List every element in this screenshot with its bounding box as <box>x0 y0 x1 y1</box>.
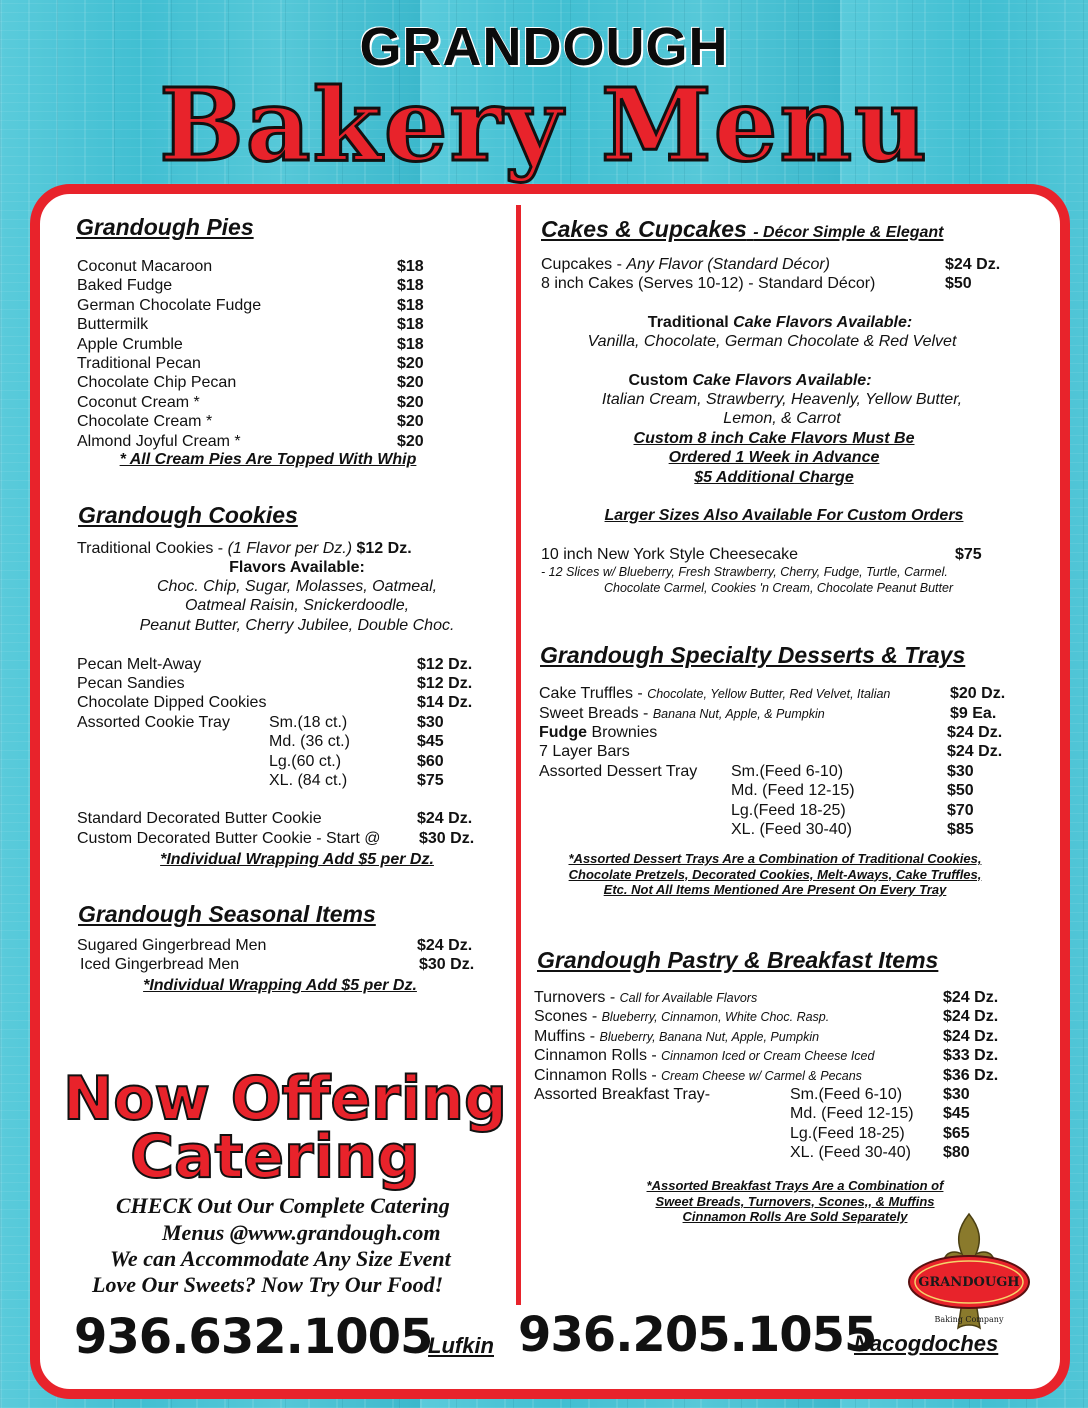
price: $24 Dz. <box>943 1008 999 1026</box>
price: $75 <box>955 546 982 563</box>
list-item: Muffins - Blueberry, Banana Nut, Apple, Pumpkin <box>534 1027 820 1045</box>
list-item: Coconut Cream * <box>77 393 200 411</box>
dessert-tray-name: Assorted Dessert Tray <box>539 763 698 780</box>
price: $30 <box>947 763 974 780</box>
list-item: Chocolate Cream * <box>77 413 213 431</box>
tray-size: Md. (Feed 12-15) <box>731 782 855 800</box>
pies-heading: Grandough Pies <box>76 214 254 240</box>
tray-size: Lg.(60 ct.) <box>269 752 342 770</box>
cookies-note: *Individual Wrapping Add $5 per Dz. <box>160 851 434 868</box>
catering-promo-3: We can Accommodate Any Size Event <box>110 1246 451 1271</box>
brand-name: GRANDOUGH <box>359 17 729 77</box>
price: $14 Dz. <box>417 694 473 711</box>
cookie-flavors-heading: Flavors Available: <box>229 559 365 576</box>
price: $85 <box>947 821 974 839</box>
price: $24 Dz. <box>947 724 1003 741</box>
list-item: German Chocolate Fudge <box>77 296 262 314</box>
custom-cake-notes: Custom 8 inch Cake Flavors Must Be Ordered 1 Week in Advance $5 Additional Charge <box>633 430 915 486</box>
list-item: Baked Fudge <box>77 277 173 295</box>
cheesecake-desc-1: - 12 Slices w/ Blueberry, Fresh Strawberry, Cherry, Fudge, Turtle, Carmel. <box>541 565 948 579</box>
price: $80 <box>943 1144 970 1162</box>
pastry-heading: Grandough Pastry & Breakfast Items <box>537 947 939 973</box>
price: $12 Dz. <box>417 656 473 673</box>
price: $24 Dz. <box>943 989 999 1006</box>
price: $65 <box>943 1124 970 1142</box>
tray-size: Sm.(Feed 6-10) <box>731 763 844 780</box>
breakfast-tray-name: Assorted Breakfast Tray- <box>534 1086 711 1103</box>
price: $24 Dz. <box>417 810 473 827</box>
cake8-item: 8 inch Cakes (Serves 10-12) - Standard Décor) <box>541 275 876 292</box>
tray-size: XL. (84 ct.) <box>269 772 348 790</box>
price: $50 <box>947 782 974 800</box>
list-item: Pecan Melt-Away <box>77 656 202 673</box>
price: $24 Dz. <box>945 256 1001 273</box>
price: $70 <box>947 801 974 819</box>
list-item: Custom Decorated Butter Cookie - Start @ <box>77 830 381 847</box>
catering-line-2: Catering <box>130 1122 420 1192</box>
price: $20 <box>397 413 424 431</box>
traditional-cake-flavors: Vanilla, Chocolate, German Chocolate & Red Velvet <box>587 333 957 350</box>
list-item: Fudge Brownies <box>539 724 658 741</box>
grandough-logo <box>906 1210 1032 1336</box>
price: $33 Dz. <box>943 1047 999 1065</box>
list-item: Sweet Breads - Banana Nut, Apple, & Pumpkin <box>539 705 825 722</box>
logo-subtext: Baking Company <box>934 1315 1004 1324</box>
price: $20 <box>397 374 424 392</box>
list-item: Almond Joyful Cream * <box>77 432 241 450</box>
pastry-note: *Assorted Breakfast Trays Are a Combination of Sweet Breads, Turnovers, Scones,, & Muffins Cinnamon Rolls Are Sold Separately <box>646 1178 944 1224</box>
custom-cake-heading: Custom Cake Flavors Available: <box>628 372 872 389</box>
traditional-cake-heading: Traditional Cake Flavors Available: <box>647 314 913 331</box>
cookies-heading: Grandough Cookies <box>78 502 298 528</box>
phone-nacogdoches[interactable]: 936.205.1055 <box>518 1307 877 1363</box>
list-item: Sugared Gingerbread Men <box>77 937 267 954</box>
price: $20 <box>397 355 424 372</box>
cupcakes-item: Cupcakes - Any Flavor (Standard Décor) <box>541 256 831 273</box>
catering-website[interactable]: Menus @www.grandough.com <box>162 1220 441 1245</box>
larger-sizes-note: Larger Sizes Also Available For Custom Orders <box>604 507 964 524</box>
tray-size: XL. (Feed 30-40) <box>731 821 852 839</box>
tray-size: Lg.(Feed 18-25) <box>731 801 846 819</box>
specialty-note: *Assorted Dessert Trays Are a Combination of Traditional Cookies, Chocolate Pretzels, Decorated Cookies, Melt-Aways, Cake Truffles, Etc. Not All Items Mentioned Are Present On Every Tray <box>568 851 982 897</box>
price: $36 Dz. <box>943 1066 999 1084</box>
price: $9 Ea. <box>950 705 997 722</box>
specialty-heading: Grandough Specialty Desserts & Trays <box>540 642 966 668</box>
list-item: Cinnamon Rolls - Cinnamon Iced or Cream Cheese Iced <box>534 1047 875 1065</box>
price: $45 <box>943 1105 970 1123</box>
price: $18 <box>397 316 424 334</box>
tray-size: Md. (36 ct.) <box>269 733 350 751</box>
list-item: Coconut Macaroon <box>77 258 213 275</box>
price: $75 <box>417 772 444 790</box>
price: $30 Dz. <box>419 956 475 973</box>
cookie-flavors: Choc. Chip, Sugar, Molasses, Oatmeal, Oatmeal Raisin, Snickerdoodle, Peanut Butter, Cherry Jubilee, Double Choc. <box>139 578 455 634</box>
price: $30 Dz. <box>419 830 475 847</box>
tray-size: Lg.(Feed 18-25) <box>790 1124 905 1142</box>
price: $24 Dz. <box>947 743 1003 760</box>
catering-line-1: Now Offering <box>63 1064 507 1134</box>
list-item: Pecan Sandies <box>77 675 185 692</box>
price: $12 Dz. <box>417 675 473 692</box>
cakes-heading: Cakes & Cupcakes - Décor Simple & Elegant <box>541 216 944 242</box>
tray-size: Sm.(Feed 6-10) <box>790 1086 903 1103</box>
price: $24 Dz. <box>943 1027 999 1045</box>
price: $20 <box>397 432 424 450</box>
list-item: Cake Truffles - Chocolate, Yellow Butter, Red Velvet, Italian <box>539 685 891 702</box>
list-item: Buttermilk <box>77 316 149 334</box>
price: $45 <box>417 733 444 751</box>
cheesecake-desc-2: Chocolate Carmel, Cookies 'n Cream, Chocolate Peanut Butter <box>604 581 954 595</box>
menu-title: Bakery Menu <box>159 66 929 184</box>
list-item: Scones - Blueberry, Cinnamon, White Choc. Rasp. <box>534 1008 830 1026</box>
seasonal-note: *Individual Wrapping Add $5 per Dz. <box>143 977 417 994</box>
tray-size: Md. (Feed 12-15) <box>790 1105 914 1123</box>
list-item: 7 Layer Bars <box>539 743 630 760</box>
list-item: Apple Crumble <box>77 335 183 353</box>
price: $24 Dz. <box>417 937 473 954</box>
list-item: Chocolate Chip Pecan <box>77 374 237 392</box>
list-item: Turnovers - Call for Available Flavors <box>534 989 758 1006</box>
custom-cake-flavors: Italian Cream, Strawberry, Heavenly, Yellow Butter, Lemon, & Carrot <box>601 391 963 428</box>
catering-promo-4: Love Our Sweets? Now Try Our Food! <box>92 1272 444 1297</box>
price: $18 <box>397 296 424 314</box>
list-item: Standard Decorated Butter Cookie <box>77 810 322 827</box>
list-item: Traditional Pecan <box>77 355 201 372</box>
price: $50 <box>945 275 972 292</box>
phone-lufkin[interactable]: 936.632.1005 <box>74 1309 433 1365</box>
price: $30 <box>417 714 444 731</box>
price: $20 Dz. <box>950 685 1006 702</box>
price: $30 <box>943 1086 970 1103</box>
cookie-tray-name: Assorted Cookie Tray <box>77 714 230 731</box>
traditional-cookies: Traditional Cookies - (1 Flavor per Dz.) $12 Dz. <box>77 540 412 557</box>
price: $60 <box>417 752 444 770</box>
pies-note: * All Cream Pies Are Topped With Whip <box>119 451 417 468</box>
cheesecake-item: 10 inch New York Style Cheesecake <box>541 546 799 563</box>
price: $18 <box>397 277 424 295</box>
city-lufkin: Lufkin <box>428 1333 494 1358</box>
price: $18 <box>397 335 424 353</box>
price: $18 <box>397 258 424 275</box>
logo-text: GRANDOUGH <box>918 1275 1020 1290</box>
price: $20 <box>397 393 424 411</box>
catering-promo-1: CHECK Out Our Complete Catering <box>116 1193 450 1218</box>
list-item: Chocolate Dipped Cookies <box>77 694 267 711</box>
seasonal-heading: Grandough Seasonal Items <box>78 901 376 927</box>
tray-size: Sm.(18 ct.) <box>269 714 348 731</box>
list-item: Cinnamon Rolls - Cream Cheese w/ Carmel & Pecans <box>534 1066 862 1084</box>
list-item: Iced Gingerbread Men <box>80 956 240 973</box>
tray-size: XL. (Feed 30-40) <box>790 1144 911 1162</box>
city-nacogdoches: Nacogdoches <box>854 1331 999 1356</box>
